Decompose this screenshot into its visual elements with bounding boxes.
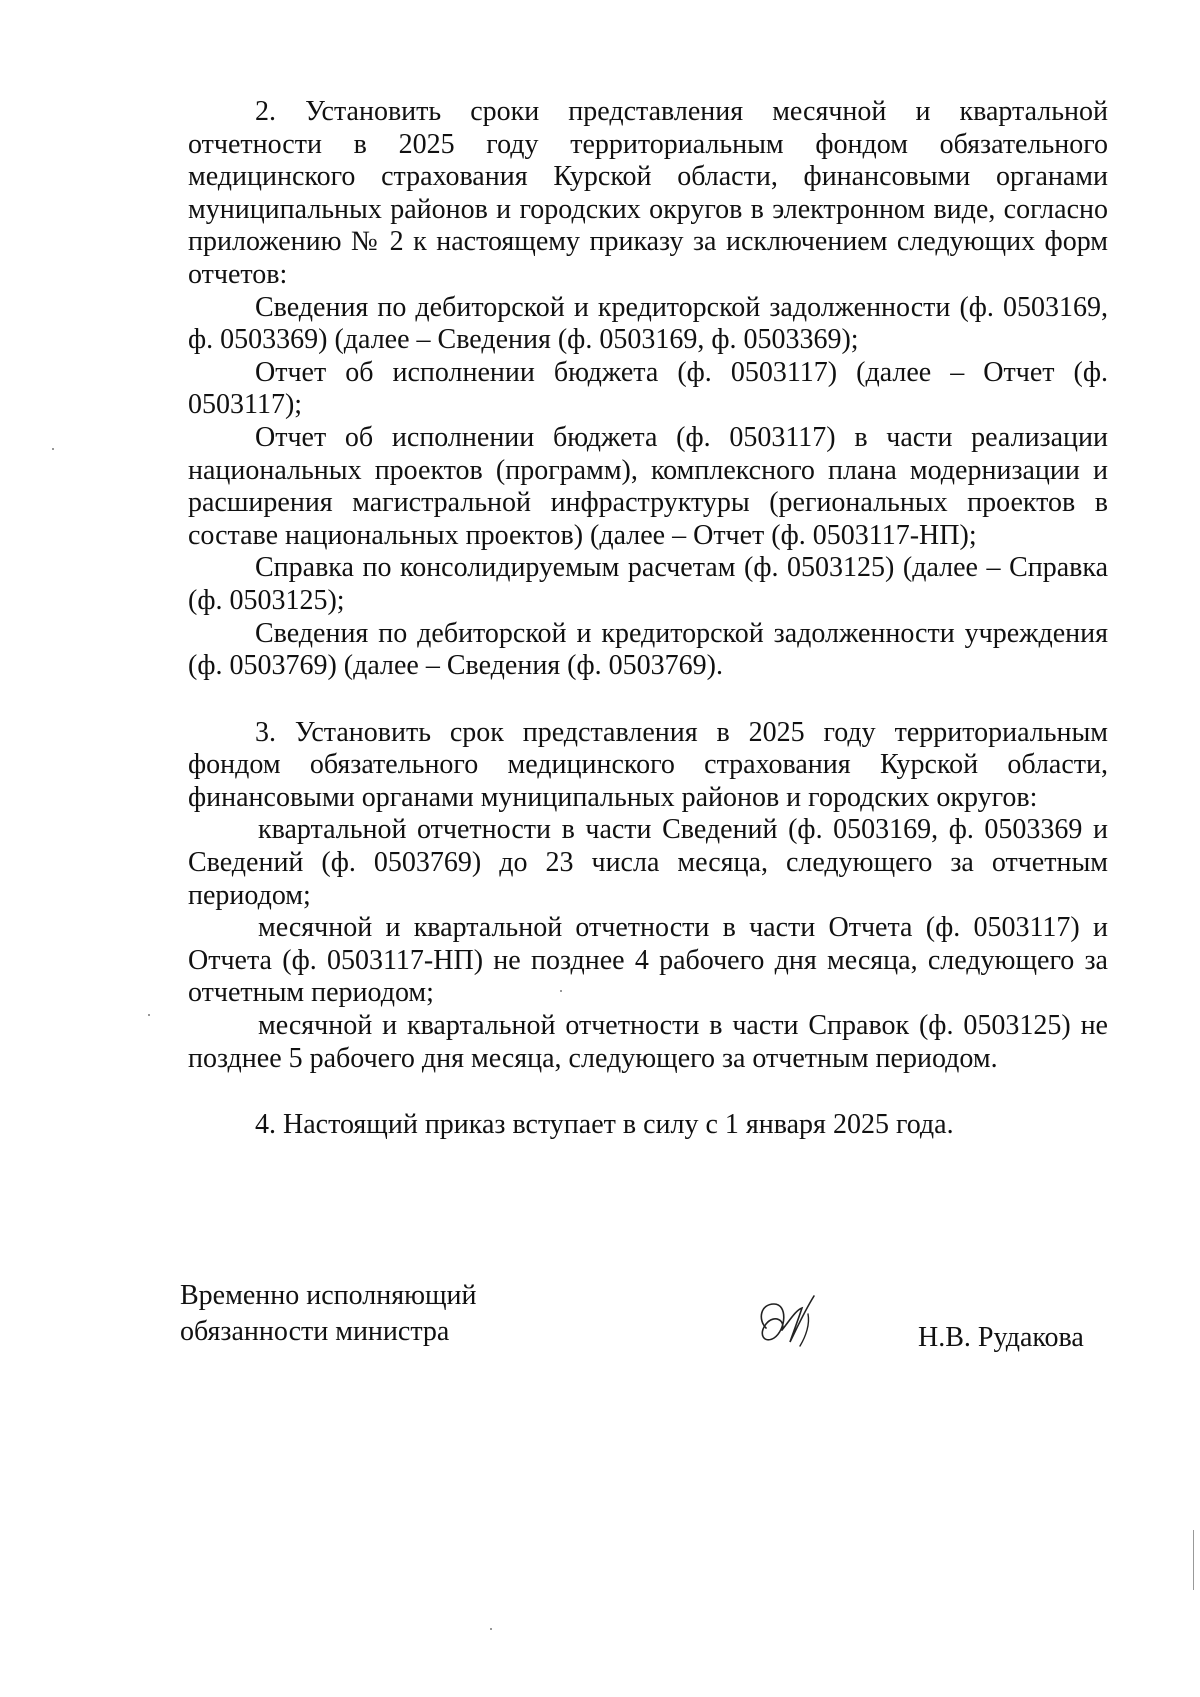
scan-speck xyxy=(52,448,54,450)
paragraph-item-2: 2. Установить сроки представления месячной и квартальной отчетности в 2025 году территориальным фондом обязательного медицинского страхования Курской области, финансовыми органами муниципальных районов и городских округов в электронном виде, согласно приложению № 2 к настоящему приказу за исключением следующих форм отчетов: xyxy=(188,96,1108,290)
paragraph-quarterly-deadline: квартальной отчетности в части Сведений (ф. 0503169, ф. 0503369 и Сведений (ф. 0503769) до 23 числа месяца, следующего за отчетным периодом; xyxy=(188,814,1108,911)
scan-speck xyxy=(490,1628,492,1630)
paragraph-reference-deadline: месячной и квартальной отчетности в части Справок (ф. 0503125) не позднее 5 рабочего дня месяца, следующего за отчетным периодом. xyxy=(188,1010,1108,1074)
paragraph-form-0503769: Сведения по дебиторской и кредиторской задолженности учреждения (ф. 0503769) (далее – Сведения (ф. 0503769). xyxy=(188,617,1108,682)
paragraph-form-0503169: Сведения по дебиторской и кредиторской задолженности (ф. 0503169, ф. 0503369) (далее – Сведения (ф. 0503169, ф. 0503369); xyxy=(188,291,1108,356)
paragraph-item-4: 4. Настоящий приказ вступает в силу с 1 января 2025 года. xyxy=(255,1109,954,1141)
paragraph-form-0503117: Отчет об исполнении бюджета (ф. 0503117) (далее – Отчет (ф. 0503117); xyxy=(188,356,1108,421)
paragraph-item-3: 3. Установить срок представления в 2025 году территориальным фондом обязательного медицинского страхования Курской области, финансовыми органами муниципальных районов и городских округов: xyxy=(188,716,1108,813)
signer-position xyxy=(180,1278,477,1350)
signer-position-line-2: обязанности министра xyxy=(180,1316,450,1347)
paragraph-form-0503117-np: Отчет об исполнении бюджета (ф. 0503117) в части реализации национальных проектов (программ), комплексного плана модернизации и расширения магистральной инфраструктуры (региональных проектов в составе национальных проектов) (далее – Отчет (ф. 0503117-НП); xyxy=(188,421,1108,551)
paragraph-form-0503125: Справка по консолидируемым расчетам (ф. 0503125) (далее – Справка (ф. 0503125); xyxy=(188,552,1108,616)
signer-name: Н.В. Рудакова xyxy=(918,1322,1084,1353)
handwritten-signature xyxy=(752,1290,832,1354)
document-body xyxy=(188,96,1108,1142)
signer-position-line-1: Временно исполняющий xyxy=(180,1280,477,1311)
scan-speck xyxy=(148,1014,150,1016)
paragraph-report-deadline: месячной и квартальной отчетности в части Отчета (ф. 0503117) и Отчета (ф. 0503117-НП) не позднее 4 рабочего дня месяца, следующего за отчетным периодом; xyxy=(188,912,1108,1009)
scan-speck xyxy=(560,990,562,992)
scan-edge-mark xyxy=(1193,1530,1194,1590)
